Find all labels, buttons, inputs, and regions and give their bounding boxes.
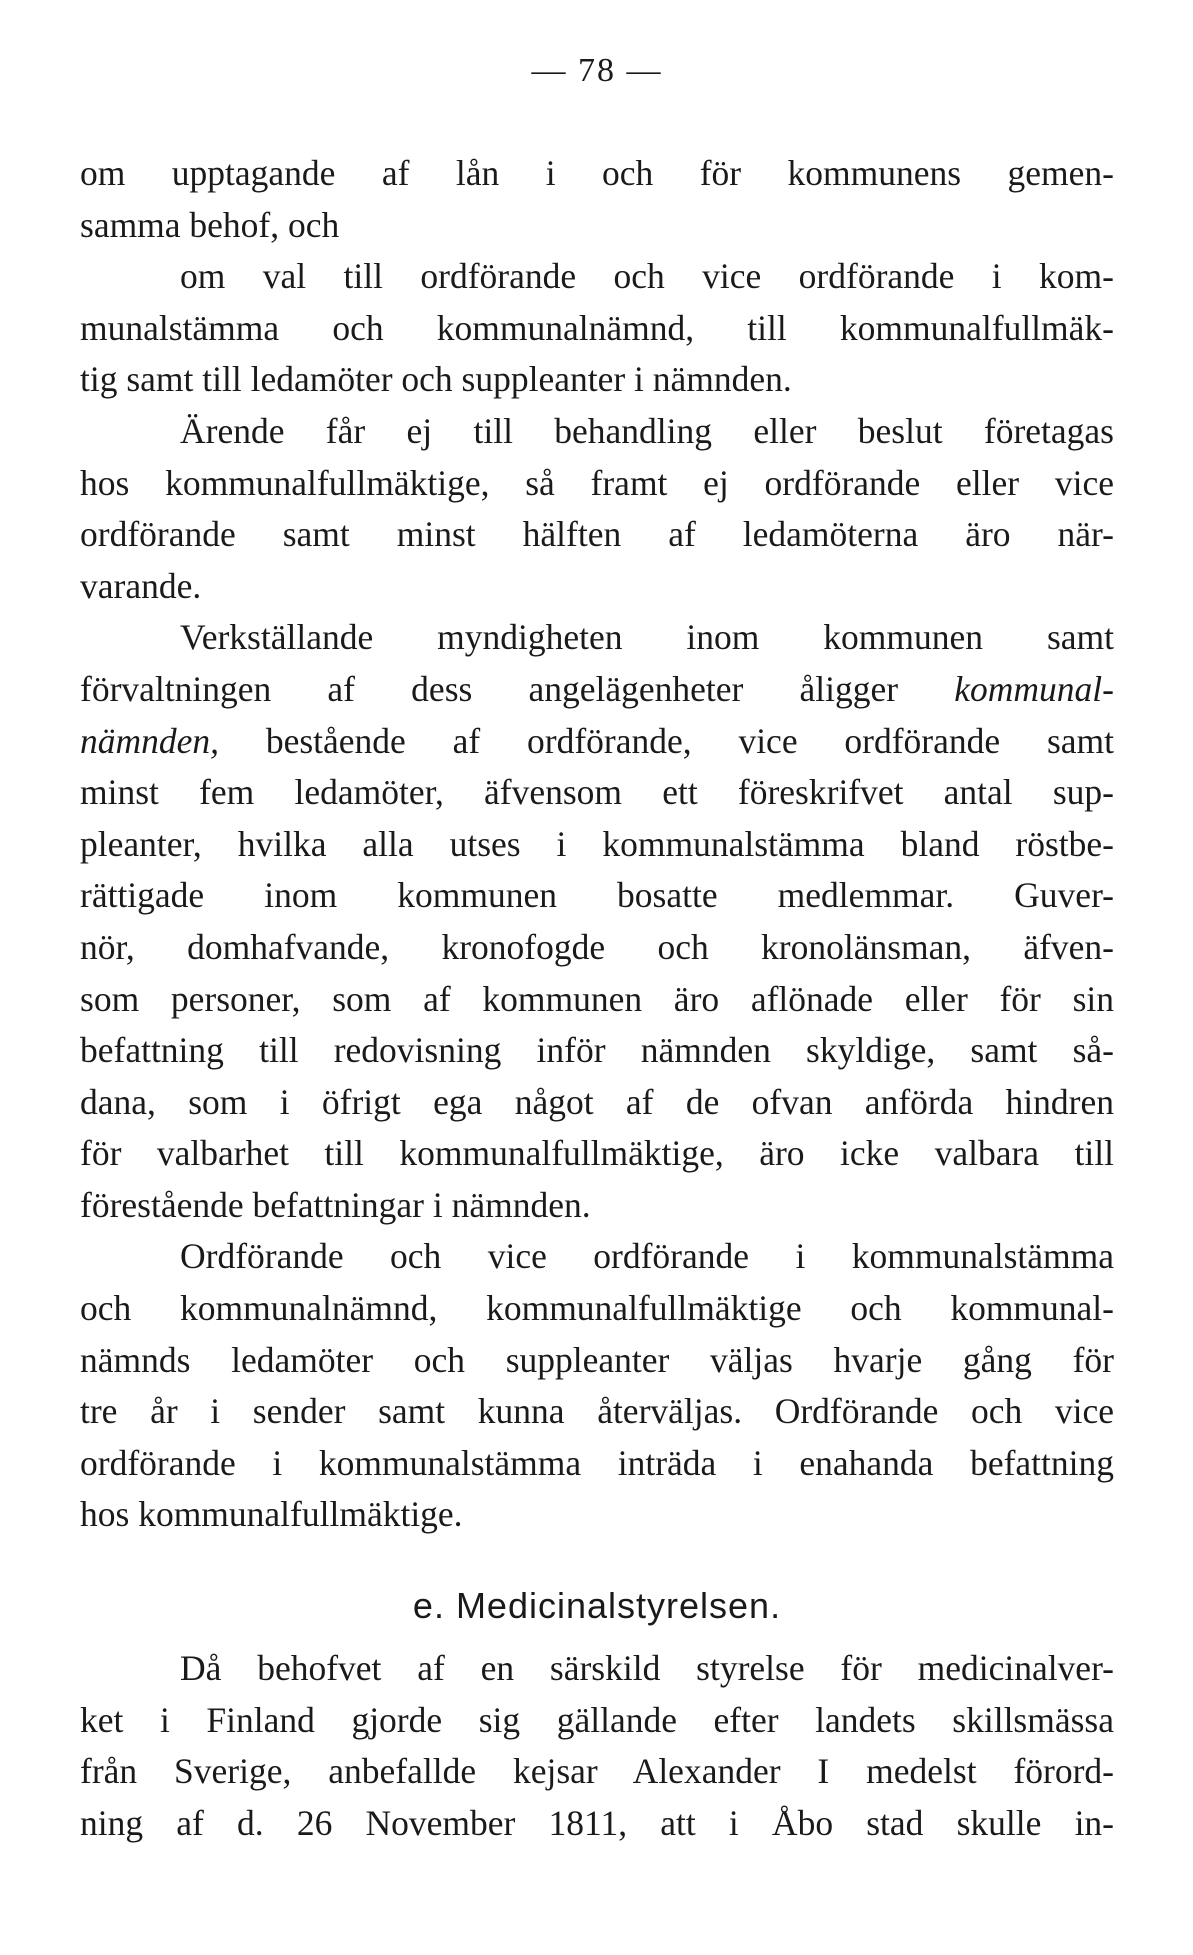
text-line: munalstämma och kommunalnämnd, till kommunalfullmäk- [80,307,1114,348]
text-line: som personer, som af kommunen äro aflönade eller för sin [80,978,1114,1019]
text-line: från Sverige, anbefallde kejsar Alexander I medelst förord- [80,1751,1114,1792]
text-line: pleanter, hvilka alla utses i kommunalstämma bland röstbe- [80,823,1114,864]
text-line: hos kommunalfullmäktige. [80,1494,463,1535]
text-line: ordförande i kommunalstämma inträda i enahanda befattning [80,1442,1114,1483]
text-segment: bestående af ordförande, vice ordförande samt [219,720,1114,761]
text-line [80,664,1114,716]
text-line: Verkställande myndigheten inom kommunen samt [180,617,1114,658]
text-line: Då behofvet af en särskild styrelse för medicinalver- [180,1648,1114,1689]
text-line: minst fem ledamöter, äfvensom ett föreskrifvet antal sup- [80,772,1114,813]
page-number: — 78 — [531,52,663,89]
text-line: befattning till redovisning inför nämnden skyldige, samt så- [80,1030,1114,1071]
body-text [80,148,1114,1849]
text-line: dana, som i öfrigt ega något af de ofvan anförda hindren [80,1081,1114,1122]
italic-term: nämnden, [80,720,220,761]
text-line: tre år i sender samt kunna återväljas. Ordförande och vice [80,1391,1114,1432]
text-line: nör, domhafvande, kronofogde och kronolänsman, äfven- [80,926,1114,967]
text-line: hos kommunalfullmäktige, så framt ej ordförande eller vice [80,462,1114,503]
text-line: ket i Finland gjorde sig gällande efter landets skillsmässa [80,1699,1114,1740]
text-line: ning af d. 26 November 1811, att i Åbo stad skulle in- [80,1802,1114,1843]
text-line: Ärende får ej till behandling eller beslut företagas [180,410,1114,451]
text-line: samma behof, och [80,204,340,245]
text-line: Ordförande och vice ordförande i kommunalstämma [180,1236,1114,1277]
italic-term: kommunal- [954,668,1114,709]
section-heading: e. Medicinalstyrelsen. [412,1585,782,1627]
text-line: och kommunalnämnd, kommunalfullmäktige och kommunal- [80,1288,1114,1329]
text-line: varande. [80,565,202,606]
text-line: för valbarhet till kommunalfullmäktige, äro icke valbara till [80,1133,1114,1174]
text-line: rättigade inom kommunen bosatte medlemmar. Guver- [80,875,1114,916]
text-line: om upptagande af lån i och för kommunens gemen- [80,153,1114,193]
text-line: nämnds ledamöter och suppleanter väljas hvarje gång för [80,1339,1114,1380]
text-line: om val till ordförande och vice ordförande i kom- [180,256,1114,297]
text-line: tig samt till ledamöter och suppleanter i nämnden. [80,359,792,400]
text-segment: förvaltningen af dess angelägenheter åligger [80,668,899,709]
text-line: förestående befattningar i nämnden. [80,1184,591,1225]
text-line: ordförande samt minst hälften af ledamöterna äro när- [80,514,1114,555]
text-line [80,716,1114,768]
